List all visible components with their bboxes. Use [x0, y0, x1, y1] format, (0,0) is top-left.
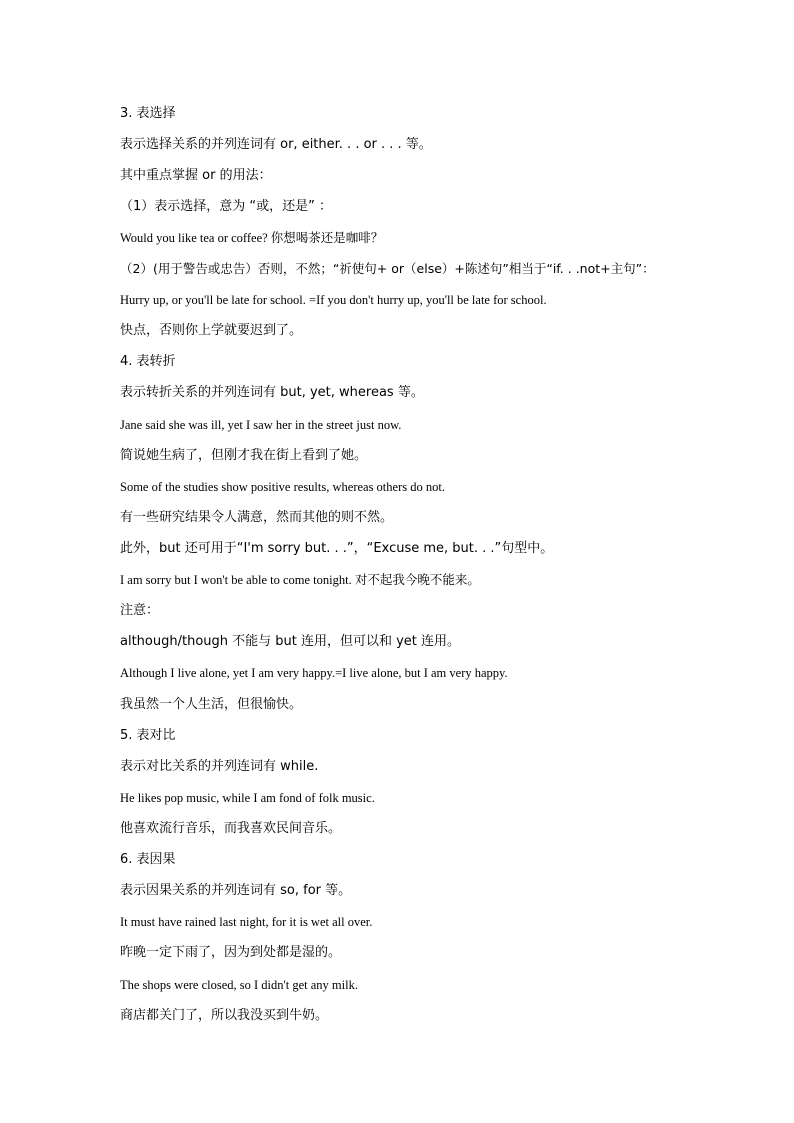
translation-line: 商店都关门了，所以我没买到牛奶。	[120, 1008, 329, 1023]
translation-line: 他喜欢流行音乐，而我喜欢民间音乐。	[120, 821, 342, 836]
section-heading-contrast: 4. 表转折	[120, 354, 176, 369]
example-sentence: Some of the studies show positive results, whereas others do not.	[120, 480, 445, 494]
example-sentence: The shops were closed, so I didn't get any milk.	[120, 978, 358, 992]
section-heading-comparison: 5. 表对比	[120, 728, 176, 743]
translation-line: 有一些研究结果令人满意，然而其他的则不然。	[120, 510, 394, 525]
example-sentence: It must have rained last night, for it is wet all over.	[120, 915, 373, 929]
translation-line: 我虽然一个人生活，但很愉快。	[120, 697, 303, 712]
paragraph-line: 表示对比关系的并列连词有 while.	[120, 759, 319, 774]
paragraph-line: （2）(用于警告或忠告）否则，不然；“祈使句+ or（else）+陈述句”相当于“if. . .not+主句”：	[120, 261, 655, 276]
note-label: 注意：	[120, 603, 160, 618]
section-heading-cause: 6. 表因果	[120, 852, 176, 867]
example-sentence: He likes pop music, while I am fond of folk music.	[120, 791, 375, 805]
example-sentence: I am sorry but I won't be able to come tonight. 对不起我今晚不能来。	[120, 573, 480, 587]
example-sentence: Although I live alone, yet I am very happy.=I live alone, but I am very happy.	[120, 666, 508, 680]
paragraph-line: 此外，but 还可用于“I'm sorry but. . .”，“Excuse me, but. . .”句型中。	[120, 541, 554, 556]
paragraph-line: （1）表示选择，意为 “或，还是” ：	[120, 199, 333, 214]
paragraph-line: although/though 不能与 but 连用，但可以和 yet 连用。	[120, 634, 461, 649]
paragraph-line: 表示因果关系的并列连词有 so, for 等。	[120, 883, 352, 898]
section-heading-choice: 3. 表选择	[120, 106, 176, 121]
example-sentence: Hurry up, or you'll be late for school. =If you don't hurry up, you'll be late for school.	[120, 293, 547, 307]
example-sentence: Would you like tea or coffee? 你想喝茶还是咖啡？	[120, 231, 384, 245]
paragraph-line: 表示转折关系的并列连词有 but, yet, whereas 等。	[120, 385, 424, 400]
translation-line: 昨晚一定下雨了，因为到处都是湿的。	[120, 945, 342, 960]
paragraph-line: 其中重点掌握 or 的用法：	[120, 168, 272, 183]
example-sentence: Jane said she was ill, yet I saw her in the street just now.	[120, 418, 402, 432]
translation-line: 简说她生病了，但刚才我在街上看到了她。	[120, 448, 368, 463]
translation-line: 快点，否则你上学就要迟到了。	[120, 323, 303, 338]
paragraph-line: 表示选择关系的并列连词有 or, either. . . or . . . 等。	[120, 137, 432, 152]
